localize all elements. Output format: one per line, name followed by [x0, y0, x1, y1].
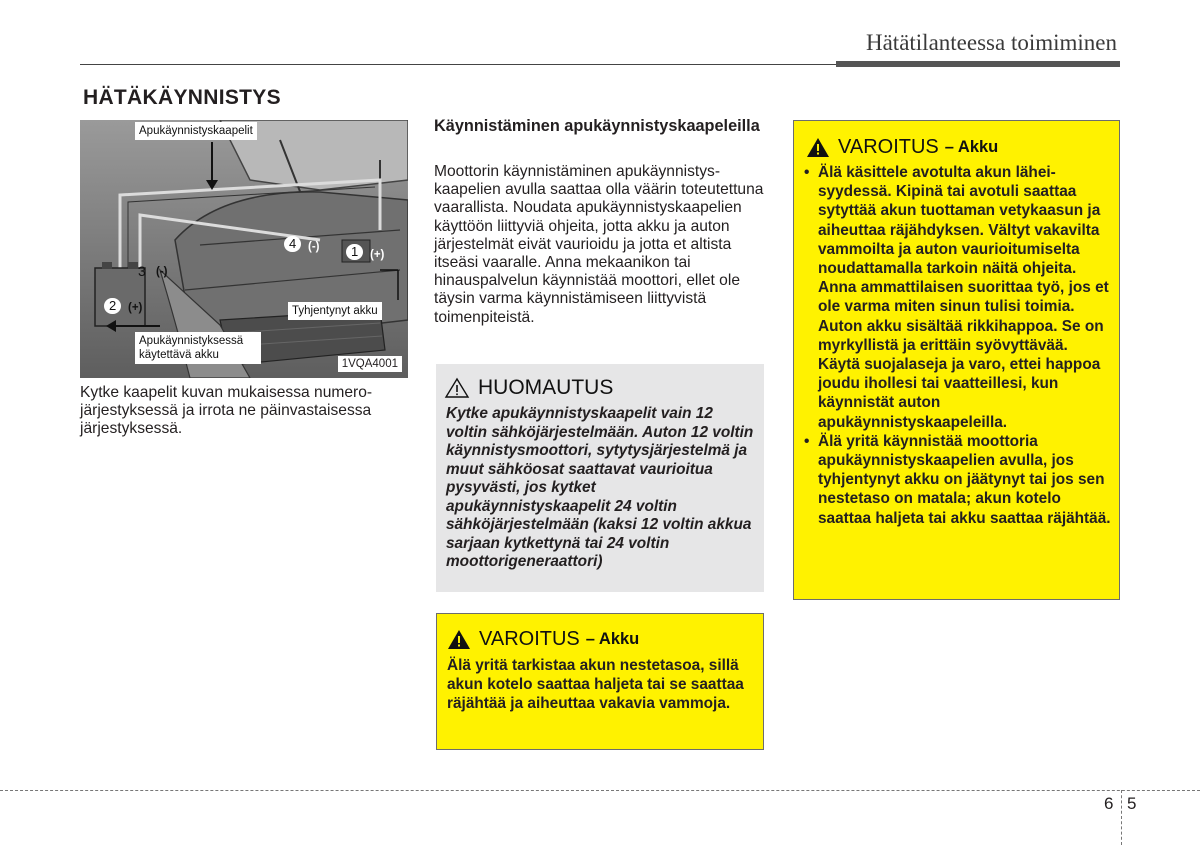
list-item-text: Älä yritä käynnistää moottoria apukäynnistyskaapelien avulla, jos tyhjentynyt akku on jäätynyt tai jos sen nestetaso on matala; akun kotelo saattaa haljeta tai akku saattaa räjähtää. — [818, 432, 1111, 527]
subsection-heading: Käynnistäminen apukäynnistyskaapeleilla — [434, 117, 760, 135]
warning-a-title: VAROITUS — [479, 628, 580, 650]
warning-a-header — [447, 628, 639, 651]
footer-rule — [0, 790, 1200, 791]
warning-b-subtitle: – Akku — [944, 138, 999, 156]
notice-header — [444, 376, 613, 400]
warning-a-subtitle: – Akku — [585, 630, 640, 648]
page-number-divider — [1121, 790, 1122, 845]
list-item-text: Älä käsittele avotulta akun läheisyydessä. Kipinä tai avotuli saattaa sytyttää akun tuottaman vetykaasun ja aiheuttaa räjähdyksen. Vältyt vakavilta vammoilta ja auton vaurioitumiselta noudattamalla tarkoin näitä ohjeita. Anna ammattilaisen suorittaa työ, jos et ole varma miten sinun tulisi toimia. Auton akku sisältää rikkihappoa. Se on myrkyllistä ja erittäin syövyttävää. Käytä suojalaseja ja varo, ettei happoa joudu ihollesi tai vaatteillesi, kun käynnistät auton apukäynnistyskaapeleilla. — [818, 164, 1109, 431]
chapter-number: 6 — [1104, 794, 1114, 813]
label-jumper-cables: Apukäynnistyskaapelit — [135, 122, 257, 140]
header-rule — [80, 64, 836, 65]
bullet: • — [804, 164, 810, 181]
section-title: HÄTÄKÄYNNISTYS — [83, 86, 281, 109]
jump-start-figure — [80, 120, 408, 378]
warning-box-battery — [793, 120, 1120, 600]
figure-instruction: Kytke kaapelit kuvan mukaisessa numerojärjestyksessä ja irrota ne päinvastaisessa järjestyksessä. — [80, 384, 373, 438]
marker-3: 3 — [138, 263, 146, 279]
warning-b-title: VAROITUS — [838, 136, 939, 158]
intro-paragraph: Moottorin käynnistäminen apukäynnistyskaapelien avulla saattaa olla väärin toteutettuna vaarallista. Noudata apukäynnistyskaapelien käyttöön liittyviä ohjeita, jotta akku ja auton järjestelmät eivät vaurioidu ja jotta et altista itseäsi vaaralle. Anna mekaanikon tai hinauspalvelun käynnistää moottori, ellet ole täysin varma käynnistämiseen liittyvistä toimenpiteistä. — [434, 163, 764, 326]
page-number: 5 — [1127, 794, 1137, 813]
marker-4-sign: (-) — [308, 241, 320, 253]
header-rule-accent — [836, 61, 1120, 67]
notice-title: HUOMAUTUS — [478, 376, 614, 399]
figure-code: 1VQA4001 — [338, 356, 402, 372]
warning-box-battery-fluid — [436, 613, 764, 750]
marker-2 — [104, 298, 121, 314]
marker-1 — [346, 244, 363, 260]
warning-icon — [806, 137, 830, 158]
list-item — [804, 163, 1112, 432]
label-dead-battery: Tyhjentynyt akku — [288, 302, 382, 320]
bullet: • — [804, 432, 810, 450]
warning-icon — [447, 629, 471, 650]
warning-b-list — [804, 163, 1112, 528]
notice-box — [436, 364, 764, 592]
caution-icon — [444, 377, 470, 399]
marker-1-number: 1 — [351, 244, 359, 259]
notice-text: Kytke apukäynnistyskaapelit vain 12 voltin sähköjärjestelmään. Auton 12 voltin käynnistysmoottori, sytytysjärjestelmä ja muut sähköosat saattavat vaurioitua pysyvästi, jos kytket apukäynnistyskaapelit 24 voltin sähköjärjestelmään (kaksi 12 voltin akkua sarjaan kytkettynä tai 24 voltin moottorigeneraattori) — [446, 405, 754, 570]
list-item — [804, 432, 1112, 528]
marker-2-number: 2 — [109, 298, 117, 313]
marker-4 — [284, 236, 301, 252]
warning-a-text: Älä yritä tarkistaa akun nestetasoa, sillä akun kotelo saattaa haljeta tai se saattaa räjähtää ja aiheuttaa vakavia vammoja. — [447, 657, 744, 713]
running-header: Hätätilanteessa toimiminen — [865, 30, 1117, 55]
marker-3-sign: (-) — [156, 266, 168, 278]
marker-1-sign: (+) — [370, 249, 385, 261]
marker-4-number: 4 — [289, 236, 297, 251]
warning-b-header — [806, 136, 998, 159]
marker-2-sign: (+) — [128, 302, 143, 314]
label-booster-battery: Apukäynnistyksessä käytettävä akku — [135, 332, 261, 364]
